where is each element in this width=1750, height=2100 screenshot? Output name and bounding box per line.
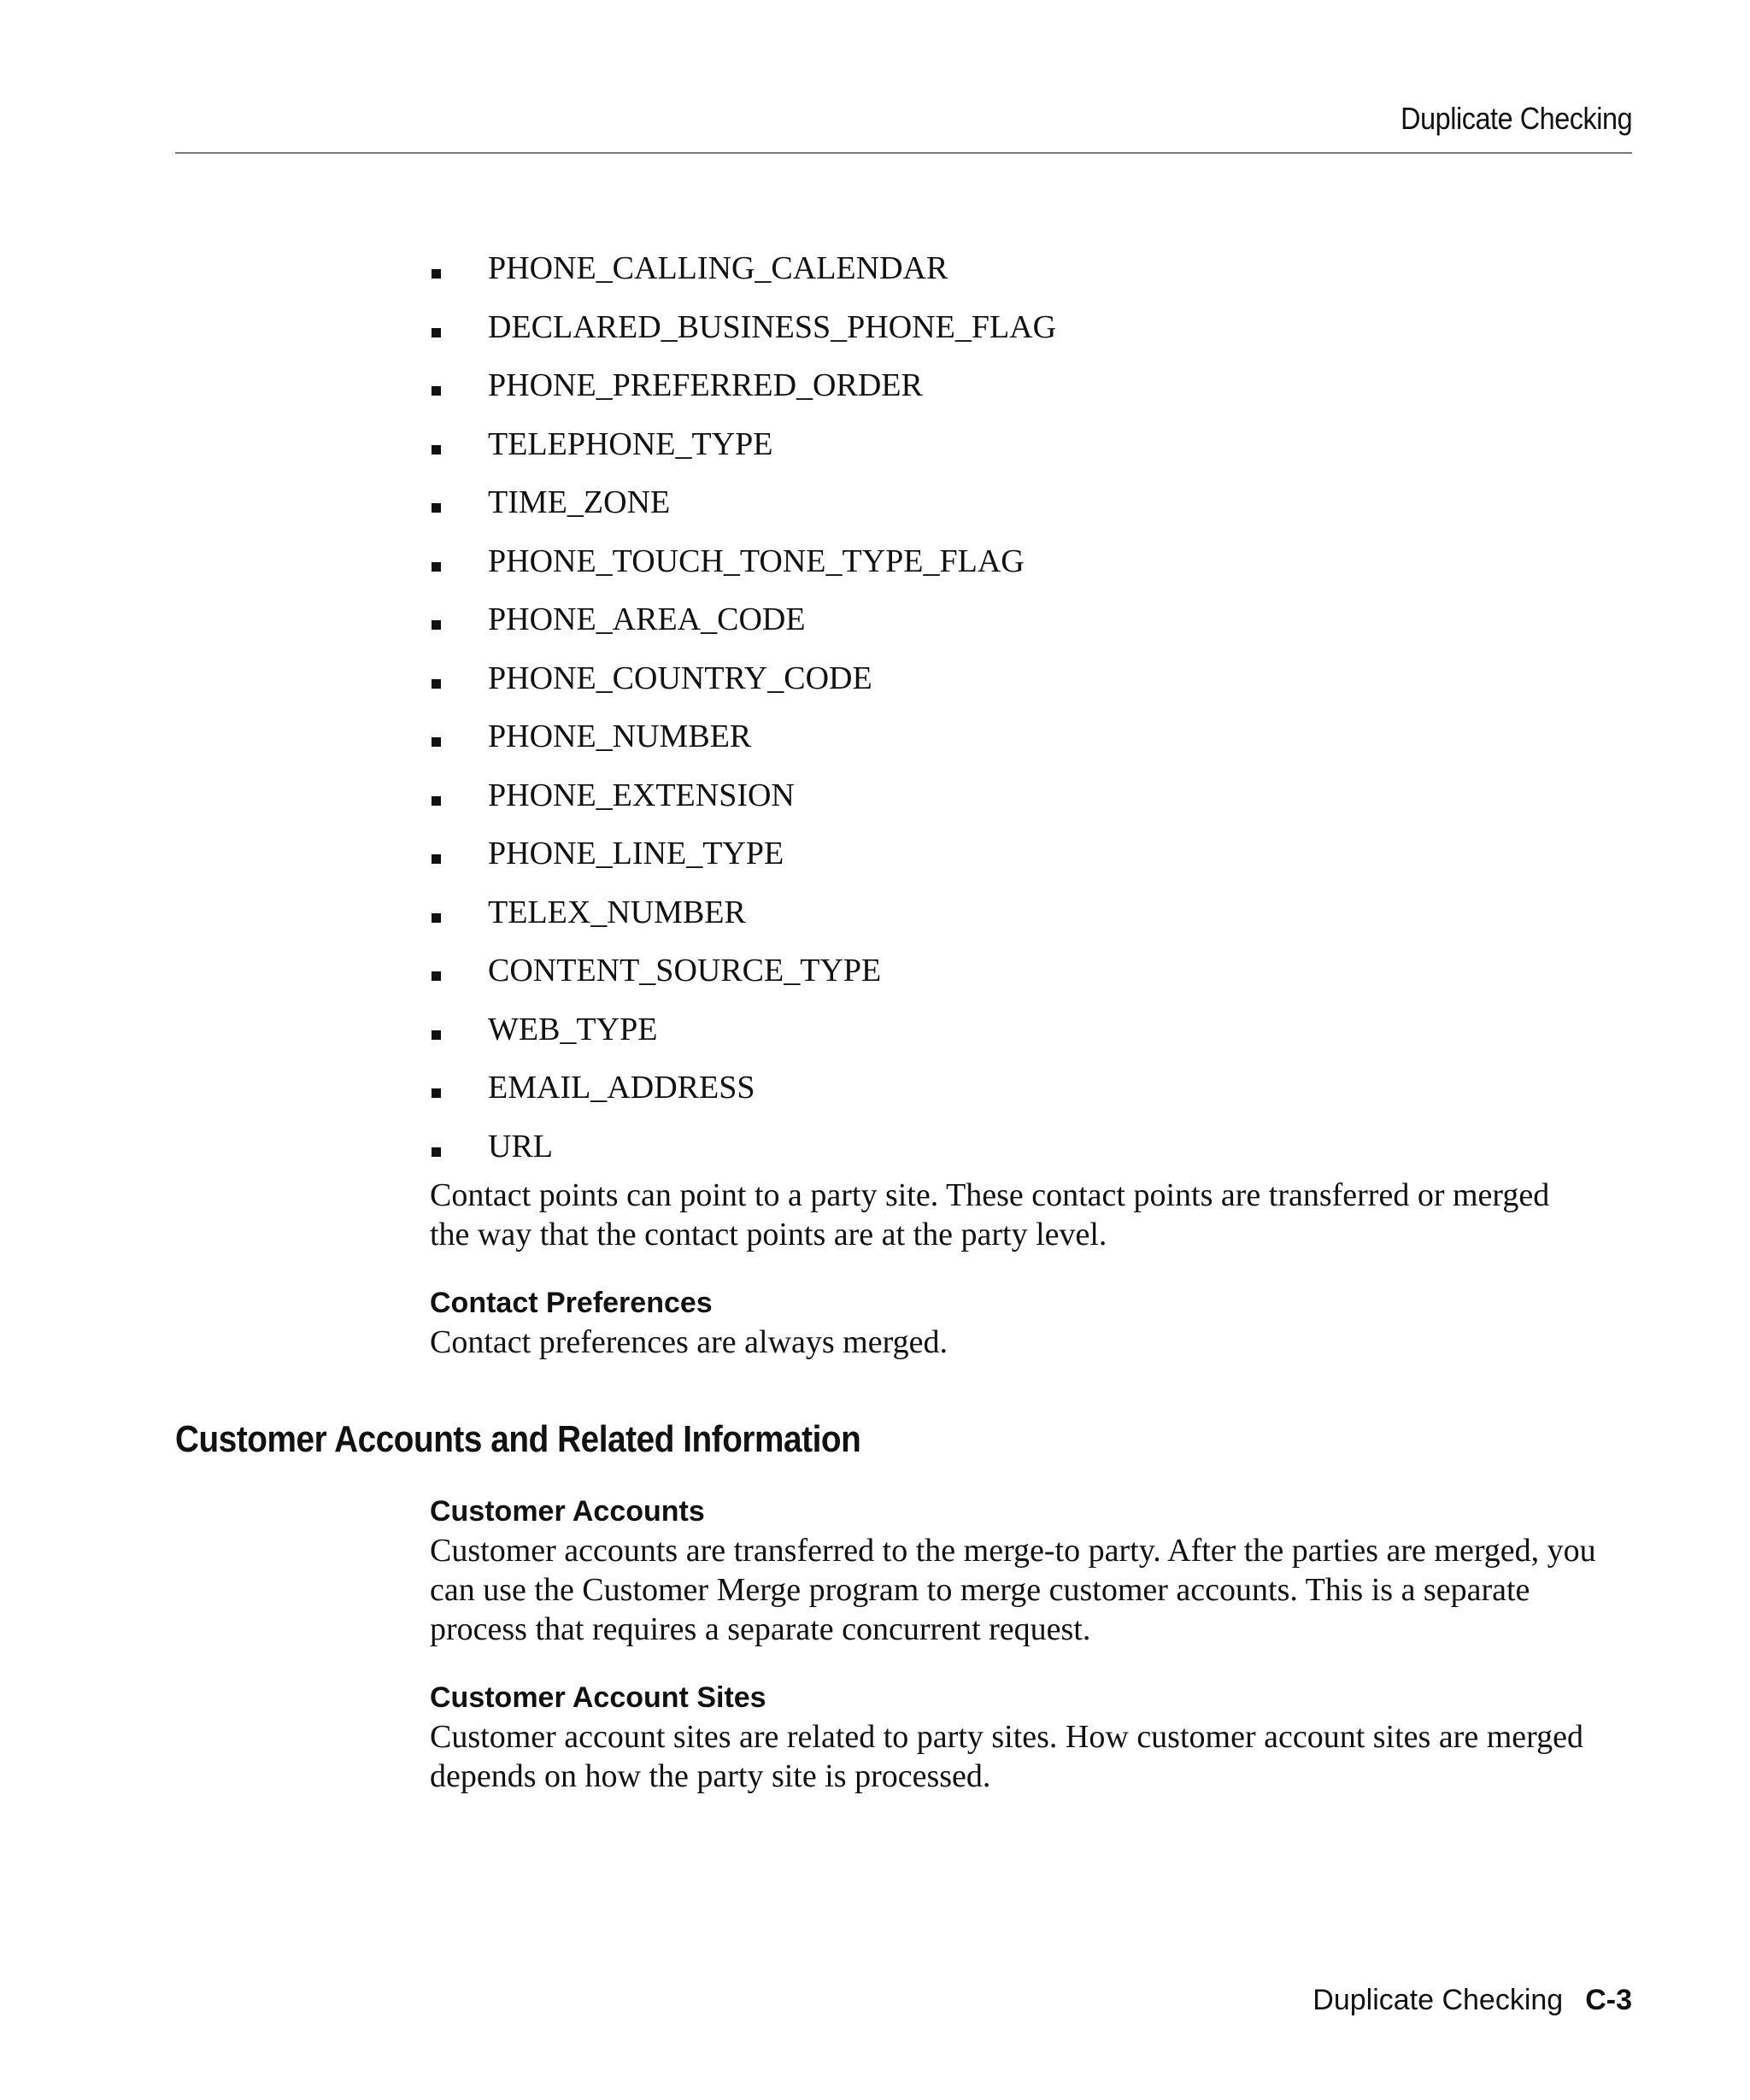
list-item <box>430 1059 1643 1117</box>
list-item <box>430 707 1643 766</box>
page-footer <box>1312 1984 1632 2017</box>
contact-preferences-heading: Contact Preferences <box>430 1287 713 1319</box>
square-bullet-icon <box>432 386 441 396</box>
contact-points-paragraph: Contact points can point to a party site. These contact points are transferred or merged the way that the contact points are at the party level. <box>430 1177 1550 1252</box>
customer-account-sites-text: Customer account sites are related to party sites. How customer account sites are merged depends on how the party site is processed. <box>430 1719 1583 1794</box>
square-bullet-icon <box>432 269 441 279</box>
square-bullet-icon <box>432 796 441 806</box>
contact-preferences-text: Contact preferences are always merged. <box>430 1324 948 1360</box>
square-bullet-icon <box>432 913 441 923</box>
list-item-text: TELEX_NUMBER <box>488 894 746 930</box>
list-item-text: PHONE_PREFERRED_ORDER <box>488 367 923 403</box>
square-bullet-icon <box>432 620 441 630</box>
square-bullet-icon <box>432 1147 441 1157</box>
list-item <box>430 473 1643 532</box>
square-bullet-icon <box>432 562 441 572</box>
square-bullet-icon <box>432 679 441 689</box>
square-bullet-icon <box>432 1030 441 1040</box>
square-bullet-icon <box>432 328 441 337</box>
list-item-text: TIME_ZONE <box>488 484 671 520</box>
page-number: C-3 <box>1585 1984 1632 2016</box>
square-bullet-icon <box>432 971 441 981</box>
list-item <box>430 298 1643 357</box>
list-item-text: PHONE_TOUCH_TONE_TYPE_FLAG <box>488 543 1025 579</box>
square-bullet-icon <box>432 503 441 513</box>
list-item-text: PHONE_LINE_TYPE <box>488 836 784 871</box>
list-item <box>430 883 1643 942</box>
list-item-text: PHONE_CALLING_CALENDAR <box>488 250 948 286</box>
section-heading: Customer Accounts and Related Information <box>175 1418 861 1460</box>
field-bullet-list <box>430 239 1643 1176</box>
running-header: Duplicate Checking <box>1400 101 1632 136</box>
customer-accounts-heading: Customer Accounts <box>430 1495 705 1528</box>
header-divider <box>175 152 1632 154</box>
footer-title: Duplicate Checking <box>1312 1984 1564 2016</box>
main-content <box>430 239 1643 1362</box>
square-bullet-icon <box>432 737 441 747</box>
list-item-text: PHONE_COUNTRY_CODE <box>488 660 872 696</box>
square-bullet-icon <box>432 445 441 455</box>
list-item <box>430 239 1643 298</box>
list-item-text: PHONE_NUMBER <box>488 719 752 754</box>
list-item <box>430 824 1643 883</box>
list-item <box>430 766 1643 825</box>
list-item <box>430 415 1643 474</box>
list-item <box>430 1117 1643 1176</box>
list-item-text: DECLARED_BUSINESS_PHONE_FLAG <box>488 308 1057 345</box>
list-item <box>430 590 1643 649</box>
list-item-text: WEB_TYPE <box>488 1011 658 1047</box>
customer-accounts-text: Customer accounts are transferred to the merge-to party. After the parties are merged, you can use the Customer Merge program to merge customer accounts. This is a separate process that requires a separate concurrent request. <box>430 1533 1596 1647</box>
list-item <box>430 941 1643 1000</box>
list-item-text: URL <box>488 1128 553 1164</box>
square-bullet-icon <box>432 1088 441 1098</box>
list-item <box>430 1000 1643 1059</box>
list-item <box>430 356 1643 415</box>
list-item-text: EMAIL_ADDRESS <box>488 1070 755 1106</box>
list-item-text: TELEPHONE_TYPE <box>488 425 773 462</box>
section-content <box>430 1492 1643 1796</box>
customer-account-sites-heading: Customer Account Sites <box>430 1681 766 1714</box>
list-item <box>430 532 1643 591</box>
list-item-text: PHONE_AREA_CODE <box>488 601 806 637</box>
square-bullet-icon <box>432 854 441 864</box>
list-item-text: PHONE_EXTENSION <box>488 777 795 813</box>
list-item <box>430 649 1643 708</box>
list-item-text: CONTENT_SOURCE_TYPE <box>488 953 882 988</box>
